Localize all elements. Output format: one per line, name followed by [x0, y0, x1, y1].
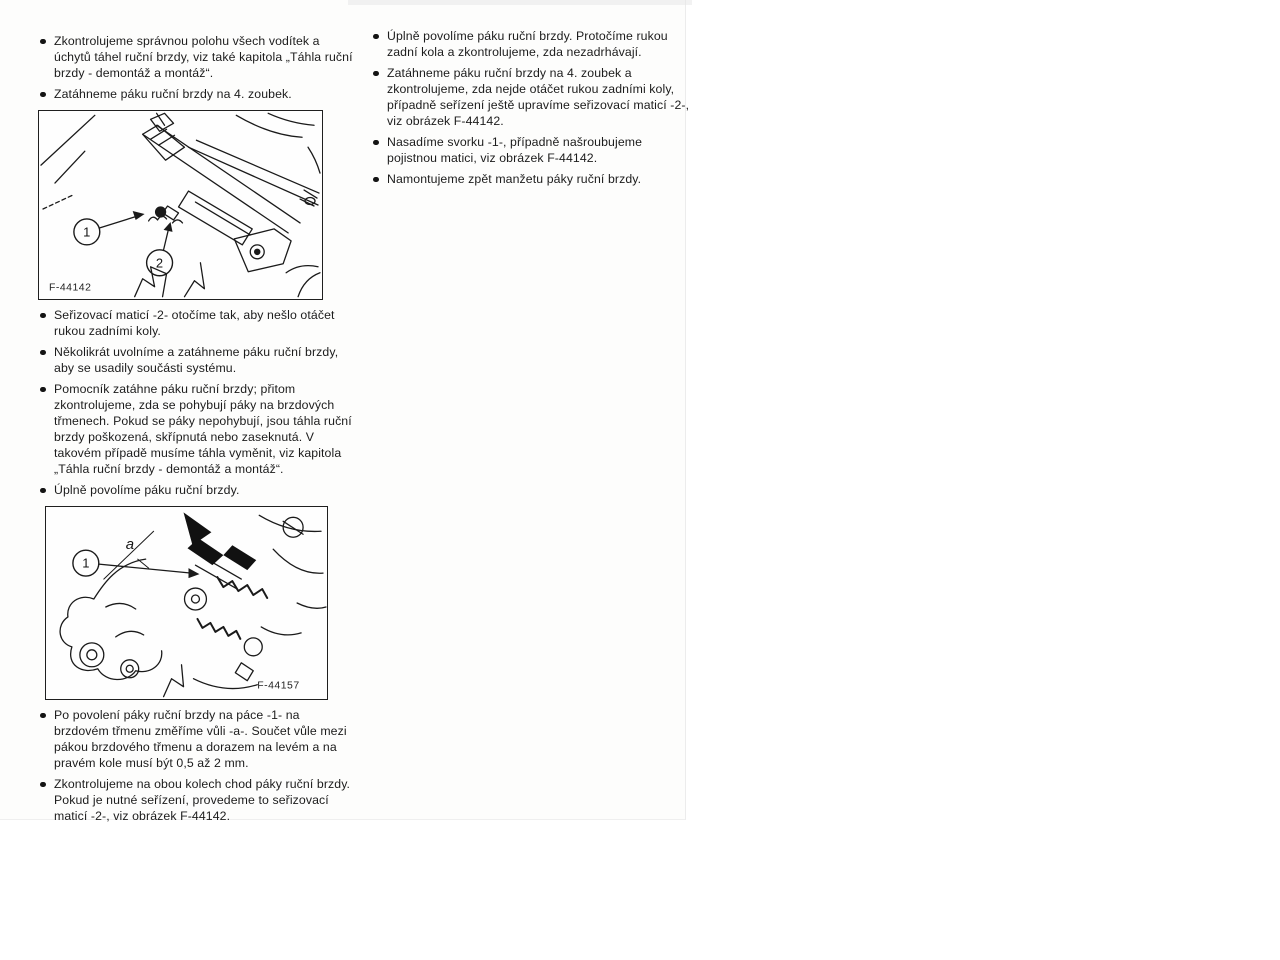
- list-item: [38, 33, 353, 81]
- bullet-icon: [373, 140, 379, 146]
- list-item: [38, 482, 353, 498]
- list-item: [38, 707, 353, 771]
- equalizer-bar-inner: [195, 202, 250, 235]
- brake-caliper-illustration: [46, 507, 327, 699]
- caliper-body-outline: [60, 559, 162, 679]
- handbrake-cable-illustration: [39, 111, 322, 299]
- list-item: [38, 381, 353, 477]
- spring-coil: [197, 619, 240, 639]
- rod-line: [188, 147, 318, 205]
- dimension-label: a: [125, 536, 135, 554]
- bullet-icon: [40, 713, 46, 719]
- sketch-curve: [273, 549, 323, 573]
- figure-label: F-44157: [257, 680, 300, 692]
- callout-2-arrowhead: [164, 222, 173, 232]
- callout-1-arrowhead: [188, 568, 199, 578]
- callout-1-arrowhead: [133, 211, 145, 220]
- bullet-text: Nasadíme svorku -1-, případně našroubujeme pojistnou matici, viz obrázek F-44142.: [387, 135, 643, 165]
- bullet-icon: [40, 39, 46, 45]
- list-item: [371, 171, 691, 187]
- bullet-icon: [40, 387, 46, 393]
- list-item: [38, 307, 353, 339]
- callout-2-arrow: [164, 229, 169, 250]
- panel-edge-line: [308, 147, 320, 173]
- bolt-head: [80, 643, 104, 667]
- hidden-edge-line: [43, 195, 73, 209]
- panel-edge-line: [236, 115, 302, 137]
- bullet-icon: [40, 313, 46, 319]
- bullet-text: Úplně povolíme páku ruční brzdy.: [54, 483, 240, 497]
- rod-line: [196, 140, 319, 193]
- panel-edge-line: [41, 115, 95, 165]
- panel-edge-line: [268, 113, 314, 125]
- sketch-curve: [261, 627, 301, 635]
- lever-pivot-inner: [191, 595, 199, 603]
- bullet-text: Zkontrolujeme správnou polohu všech vodítek a úchytů táhel ruční brzdy, viz také kapitola „Táhla ruční brzdy - demontáž a montáž“.: [54, 34, 353, 80]
- figure-label: F-44142: [48, 282, 92, 294]
- list-item: [371, 134, 691, 166]
- right-column: [371, 28, 691, 192]
- left-column: [38, 33, 353, 829]
- spring-coil: [217, 577, 267, 598]
- dimension-tick: [138, 559, 149, 568]
- bullet-text: Úplně povolíme páku ruční brzdy. Protočíme rukou zadní kola a zkontrolujeme, zda nezadrhávají.: [387, 29, 668, 59]
- bullet-text: Pomocník zatáhne páku ruční brzdy; přitom zkontrolujeme, zda se pohybují páky na brzdových třmenech. Pokud se páky nepohybují, jsou táhla ruční brzdy poškozená, skřípnutá nebo zaseknutá. V takovém případě musíme táhla vyměnit, viz kapitola „Táhla ruční brzdy - demontáž a montáž“.: [54, 382, 352, 476]
- bolt-center: [255, 249, 260, 254]
- bullet-icon: [373, 177, 379, 183]
- list-item: [371, 28, 691, 60]
- spring-end-cap: [235, 663, 253, 681]
- bullet-text: Zkontrolujeme na obou kolech chod páky ruční brzdy. Pokud je nutné seřízení, provedeme to seřizovací maticí -2-, viz obrázek F-44142.: [54, 777, 351, 823]
- list-item: [371, 65, 691, 129]
- sketch-curve: [298, 273, 320, 297]
- callout-1-arrow: [100, 216, 138, 228]
- bullet-icon: [40, 782, 46, 788]
- bullet-text: Seřizovací maticí -2- otočíme tak, aby nešlo otáčet rukou zadními koly.: [54, 308, 335, 338]
- thread-marks: [173, 220, 183, 223]
- caliper-inner-curve: [116, 631, 144, 637]
- list-item: [38, 344, 353, 376]
- bolt-head-inner: [126, 665, 133, 672]
- bullet-icon: [373, 71, 379, 77]
- bracket-outline: [234, 229, 291, 272]
- caliper-inner-curve: [106, 603, 136, 609]
- sketch-torn-edge: [184, 263, 204, 297]
- bolt-head: [121, 660, 139, 678]
- bullet-text: Zatáhneme páku ruční brzdy na 4. zoubek.: [54, 87, 292, 101]
- list-item: [38, 86, 353, 102]
- sketch-curve: [297, 603, 326, 608]
- list-item: [38, 776, 353, 824]
- bolt-head-inner: [87, 650, 97, 660]
- sketch-torn-edge: [164, 665, 184, 697]
- bullet-icon: [40, 92, 46, 98]
- scan-artifact: [348, 0, 692, 5]
- bullet-text: Zatáhneme páku ruční brzdy na 4. zoubek a zkontrolujeme, zda nejde otáčet rukou zadními koly, případně seřízení ještě upravíme seřizovací maticí -2-, viz obrázek F-44142.: [387, 66, 690, 128]
- sketch-curve: [286, 266, 318, 273]
- callout-2-number: 2: [155, 255, 164, 271]
- figure-f44142: [38, 110, 323, 300]
- bullet-text: Namontujeme zpět manžetu páky ruční brzdy.: [387, 172, 642, 186]
- bullet-icon: [40, 350, 46, 356]
- bullet-text: Několikrát uvolníme a zatáhneme páku ruční brzdy, aby se usadily součásti systému.: [54, 345, 339, 375]
- figure-f44157: [45, 506, 328, 700]
- thread-marks: [149, 216, 167, 221]
- direction-arrow-bar: [223, 545, 256, 570]
- bullet-icon: [373, 34, 379, 40]
- panel-edge-line: [55, 151, 85, 183]
- bolt-head: [244, 638, 262, 656]
- callout-1-number: 1: [83, 224, 91, 240]
- callout-1-number: 1: [82, 555, 90, 571]
- cable-line: [157, 125, 300, 223]
- lever-pivot: [185, 588, 207, 610]
- bullet-icon: [40, 488, 46, 494]
- bullet-text: Po povolení páky ruční brzdy na páce -1- na brzdovém třmenu změříme vůli -a-. Součet vůle mezi pákou brzdového třmenu a dorazem na levém a na pravém kole musí být 0,5 až 2 mm.: [54, 708, 347, 770]
